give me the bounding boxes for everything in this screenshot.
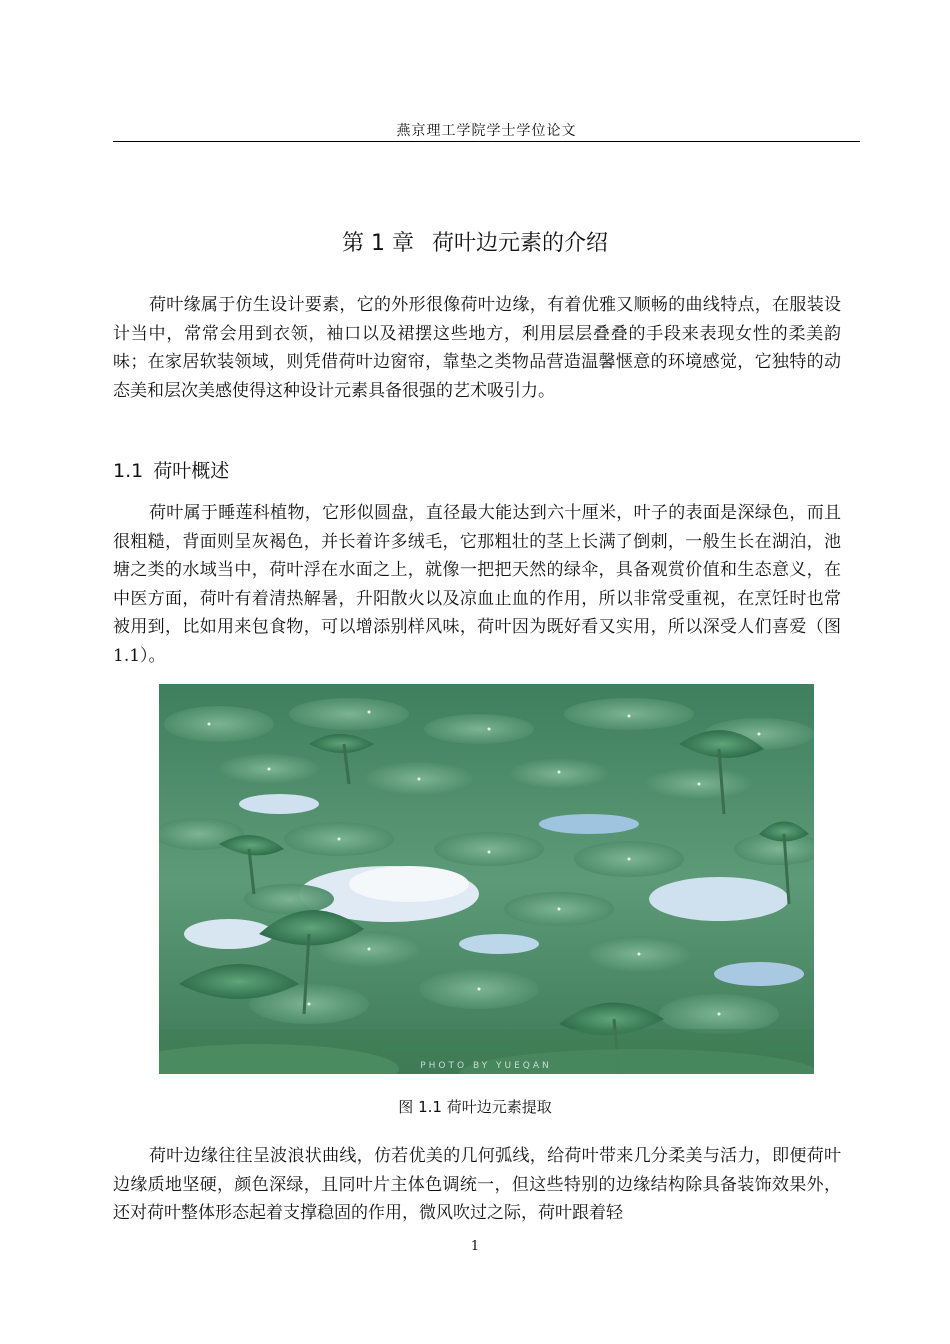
section-heading	[113, 456, 229, 483]
chapter-title: 荷叶边元素的介绍	[431, 231, 608, 256]
photo-watermark: PHOTO BY YUEQAN	[420, 1061, 552, 1071]
intro-paragraph: 荷叶缘属于仿生设计要素，它的外形很像荷叶边缘，有着优雅又顺畅的曲线特点，在服装设计当中，常常会用到衣领，袖口以及裙摆这些地方，利用层层叠叠的手段来表现女性的柔美韵味；在家居软装领域，则凭借荷叶边窗帘，靠垫之类物品营造温馨惬意的环境感觉，它独特的动态美和层次美感使得这种设计元素具备很强的艺术吸引力。	[113, 295, 841, 401]
lotus-leaves-photo	[159, 684, 814, 1074]
section-number: 1.1	[113, 460, 144, 482]
chapter-number: 第 1 章	[342, 231, 414, 256]
after-figure-paragraph: 荷叶边缘往往呈波浪状曲线，仿若优美的几何弧线，给荷叶带来几分柔美与活力，即便荷叶边缘质地坚硬，颜色深绿，且同叶片主体色调统一，但这些特别的边缘结构除具备装饰效果外，还对荷叶整体形态起着支撑稳固的作用，微风吹过之际，荷叶跟着轻	[113, 1146, 841, 1224]
header-rule	[113, 141, 860, 142]
chapter-heading	[0, 226, 950, 257]
running-header: 燕京理工学院学士学位论文	[396, 123, 577, 139]
section-paragraph: 荷叶属于睡莲科植物，它形似圆盘，直径最大能达到六十厘米，叶子的表面是深绿色，而且很粗糙，背面则呈灰褐色，并长着许多绒毛，它那粗壮的茎上长满了倒刺，一般生长在湖泊，池塘之类的水域当中，荷叶浮在水面之上，就像一把把天然的绿伞，具备观赏价值和生态意义，在中医方面，荷叶有着清热解暑，升阳散火以及凉血止血的作用，所以非常受重视，在烹饪时也常被用到，比如用来包食物，可以增添别样风味，荷叶因为既好看又实用，所以深受人们喜爱（图 1.1）。	[113, 503, 841, 666]
section-title: 荷叶概述	[153, 460, 230, 482]
figure-caption: 图 1.1 荷叶边元素提取	[398, 1098, 552, 1116]
page-number: 1	[470, 1239, 480, 1254]
